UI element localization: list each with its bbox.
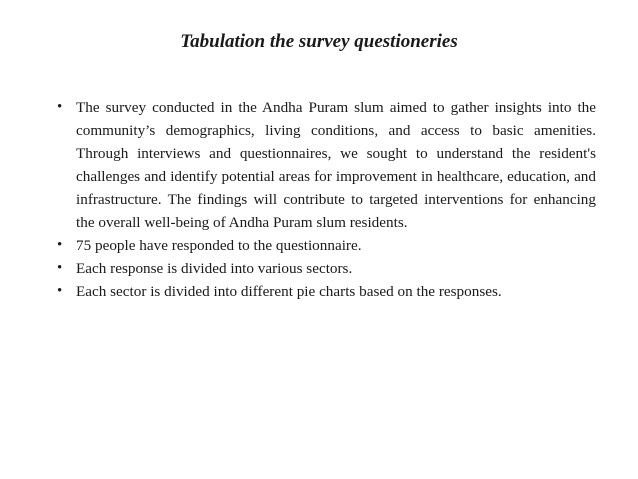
bullet-text: Each response is divided into various sectors. bbox=[76, 260, 353, 277]
bullet-dot-icon: • bbox=[57, 260, 63, 276]
bullet-item bbox=[56, 234, 596, 257]
bullet-item bbox=[56, 257, 596, 280]
bullet-dot-icon: • bbox=[57, 99, 63, 115]
bullet-dot-icon: • bbox=[57, 237, 63, 253]
bullet-item bbox=[56, 96, 596, 234]
bullet-text: 75 people have responded to the questionnaire. bbox=[76, 237, 362, 254]
bullet-text: Each sector is divided into different pie charts based on the responses. bbox=[76, 283, 502, 300]
bullet-item bbox=[56, 280, 596, 303]
bullet-dot-icon: • bbox=[57, 283, 63, 299]
bullet-list bbox=[56, 96, 596, 303]
bullet-text: The survey conducted in the Andha Puram slum aimed to gather insights into the community’s demographics, living conditions, and access to basic amenities. Through interviews and questionnaires, we sought to understand the resident's challenges and identify potential areas for improvement in healthcare, education, and infrastructure. The findings will contribute to targeted interventions for enhancing the overall well-being of Andha Puram slum residents. bbox=[76, 99, 596, 231]
slide-title: Tabulation the survey questioneries bbox=[180, 31, 458, 52]
